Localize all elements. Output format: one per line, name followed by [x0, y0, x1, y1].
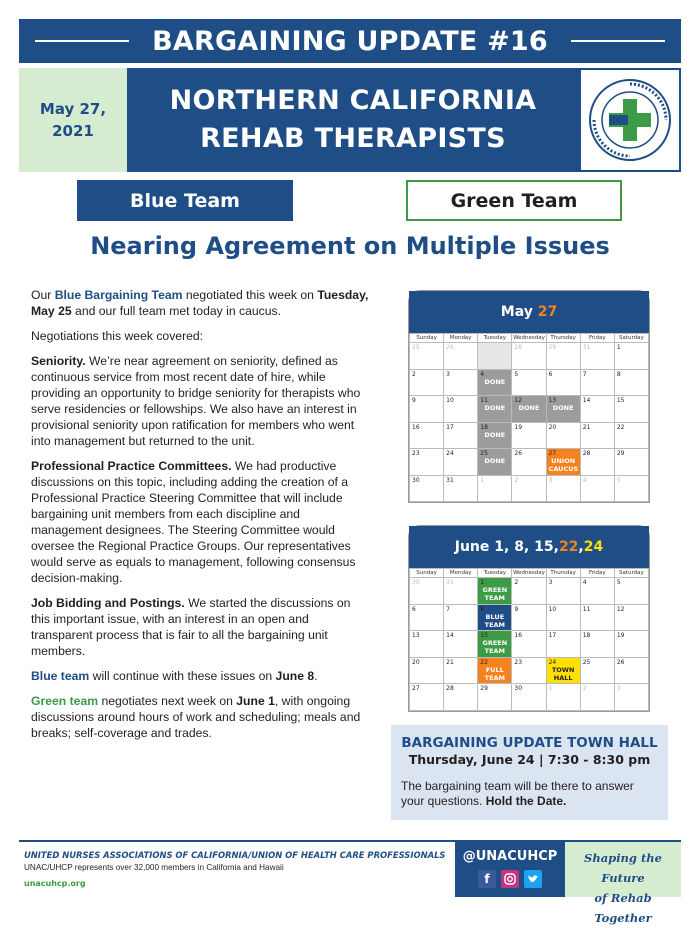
calendar-day — [410, 369, 444, 396]
calendar-day — [410, 422, 444, 449]
day-number: 28 — [514, 344, 523, 351]
headline: Nearing Agreement on Multiple Issues — [90, 232, 610, 260]
weekday-thursday: Thursday — [546, 334, 580, 343]
calendar-day — [614, 422, 648, 449]
day-number: 6 — [412, 605, 416, 613]
day-number: 9 — [514, 605, 519, 613]
day-number: 10 — [548, 605, 557, 613]
day-number: 25 — [480, 450, 488, 457]
day-number: 11 — [480, 397, 488, 404]
town-hall-when: Thursday, June 24 | 7:30 - 8:30 pm — [408, 752, 651, 767]
calendar-day — [580, 684, 614, 711]
footer-org: UNITED NURSES ASSOCIATIONS OF CALIFORNIA/UNION OF HEALTH CARE PROFESSIONALS — [24, 850, 446, 860]
event-tag: DONE — [552, 404, 574, 412]
day-number: 3 — [548, 579, 553, 586]
calendar-day — [410, 578, 444, 605]
event-tag: DONE — [484, 457, 506, 465]
calendar-day — [444, 657, 478, 684]
day-number: 28 — [446, 685, 454, 692]
para-job-bidding: Job Bidding and Postings. We started the discussions on this important issue, with an interest in an open and transparent process that is fair to all the bargaining unit members. — [31, 596, 351, 658]
weekday-wednesday: Wednesday — [513, 335, 545, 341]
calendar-day — [512, 369, 546, 396]
day-number: 31 — [446, 476, 454, 484]
day-number: 27 — [548, 450, 557, 457]
calendar-day — [512, 422, 546, 449]
day-number: 13 — [548, 397, 557, 404]
day-number: 15 — [616, 397, 625, 404]
calendar-day — [546, 369, 580, 396]
day-number: 29 — [548, 344, 557, 351]
calendar-day — [478, 684, 512, 711]
day-number: 18 — [582, 632, 591, 639]
day-number: 26 — [616, 658, 625, 666]
day-number: 21 — [582, 423, 591, 431]
day-number: 1 — [616, 344, 621, 351]
calendar-day — [614, 343, 648, 370]
calendar-day — [478, 396, 512, 423]
calendar-day — [614, 657, 648, 684]
day-number: 14 — [446, 632, 454, 639]
day-number: 25 — [582, 658, 591, 666]
unac-seal-icon — [587, 77, 673, 163]
event-tag: DONE — [484, 430, 506, 439]
calendar-day — [444, 422, 478, 449]
calendar-day — [614, 449, 648, 476]
blue-team-label: Blue Team — [77, 180, 293, 221]
day-number: 23 — [412, 450, 420, 457]
weekday-friday: Friday — [580, 569, 614, 578]
day-number: 4 — [582, 476, 587, 484]
calendar-day — [512, 343, 546, 370]
calendar-day — [512, 396, 546, 423]
day-number: 20 — [548, 423, 557, 431]
day-number: 29 — [480, 685, 488, 692]
day-number: 24 — [446, 450, 454, 457]
calendar-day — [410, 475, 444, 502]
weekday-saturday: Saturday — [614, 334, 648, 343]
calendar-day — [410, 684, 444, 711]
day-number: 7 — [446, 605, 450, 613]
day-number: 23 — [514, 658, 523, 666]
calendar-day — [580, 578, 614, 605]
calendar-day — [512, 475, 546, 502]
calendar-day — [512, 604, 546, 631]
weekday-wednesday: Wednesday — [513, 570, 545, 576]
day-number: 3 — [548, 476, 553, 484]
unac-logo — [579, 68, 681, 172]
calendar-day — [410, 343, 444, 370]
calendar-day — [546, 422, 580, 449]
day-number: 4 — [582, 579, 587, 586]
calendar-june — [408, 525, 650, 712]
day-number: 27 — [412, 685, 420, 692]
calendar-day — [478, 369, 512, 396]
article-body — [31, 287, 369, 750]
calendar-day — [614, 578, 648, 605]
day-number: 2 — [582, 685, 587, 692]
day-number: 22 — [616, 423, 625, 431]
town-hall-box — [391, 725, 668, 820]
event-tag: DONE — [484, 404, 506, 412]
weekday-saturday: Saturday — [614, 569, 648, 578]
calendar-day — [614, 396, 648, 423]
calendar-day — [444, 631, 478, 658]
title-box — [127, 68, 579, 172]
calendar-may-title: May 27 — [409, 291, 649, 333]
day-number: 12 — [514, 397, 523, 404]
day-number: 2 — [514, 476, 519, 484]
banner-rule-left — [35, 40, 129, 42]
footer-tagline-2: of Rehab Together — [594, 891, 652, 925]
day-number: 13 — [412, 632, 420, 639]
day-number: 8 — [480, 605, 485, 613]
calendar-day — [478, 449, 512, 476]
calendar-june-title: June 1, 8, 15, 22 , 24 — [409, 526, 649, 568]
footer — [19, 840, 681, 925]
day-number: 2 — [412, 370, 416, 378]
calendar-day — [546, 631, 580, 658]
calendar-day — [546, 343, 580, 370]
calendar-day — [580, 449, 614, 476]
calendar-day — [478, 631, 512, 658]
town-hall-desc: The bargaining team will be there to answer your questions. Hold the Date. — [401, 779, 634, 808]
day-number: 2 — [514, 579, 519, 586]
green-team-label: Green Team — [406, 180, 622, 221]
footer-members: UNAC/UHCP represents over 32,000 members in California and Hawaii — [24, 863, 284, 872]
day-number: 20 — [412, 658, 420, 666]
day-number: 3 — [446, 370, 450, 378]
day-number: 30 — [412, 476, 420, 484]
title-line-2: REHAB THERAPISTS — [200, 123, 506, 154]
banner-rule-right — [571, 40, 665, 42]
day-number: 16 — [514, 632, 523, 639]
facebook-icon[interactable]: f — [478, 870, 496, 888]
calendar-may-grid — [409, 333, 649, 502]
day-number: 30 — [412, 579, 420, 586]
calendar-day — [410, 631, 444, 658]
weekday-thursday: Thursday — [546, 569, 580, 578]
calendar-day — [614, 684, 648, 711]
day-number: 10 — [446, 397, 454, 404]
calendar-day — [478, 422, 512, 449]
calendar-day — [410, 604, 444, 631]
weekday-tuesday: Tuesday — [478, 569, 512, 578]
day-number: 5 — [616, 579, 621, 586]
top-banner — [19, 19, 681, 63]
calendar-day — [512, 684, 546, 711]
day-number: 19 — [514, 423, 523, 431]
para-intro: Our Blue Bargaining Team negotiated this week on Tuesday, May 25 and our full team met today in caucus. — [31, 288, 369, 318]
day-number: 5 — [616, 476, 621, 484]
calendar-day — [478, 475, 512, 502]
calendar-day — [614, 475, 648, 502]
day-number: 7 — [582, 370, 587, 378]
calendar-day — [444, 369, 478, 396]
calendar-day — [512, 657, 546, 684]
event-tag: FULL TEAM — [484, 665, 506, 682]
event-tag: DONE — [518, 404, 540, 412]
calendar-day — [580, 657, 614, 684]
calendar-day — [546, 396, 580, 423]
footer-tagline — [565, 842, 681, 925]
day-number: 19 — [616, 632, 625, 639]
social-box — [455, 842, 565, 897]
day-number: 6 — [548, 370, 553, 378]
calendar-day — [546, 604, 580, 631]
weekday-sunday: Sunday — [410, 334, 444, 343]
day-number: 17 — [548, 632, 557, 639]
para-committees: Professional Practice Committees. We had productive discussions on this topic, including adding the creation of a Professional Practice Steering Committee that will include bargaining unit members from each discipline and management designees. The Steering Committee would oversee the Regional Practice Groups. Our representatives would serve as equals to management, following consensus decision-making. — [31, 459, 356, 585]
calendar-day — [444, 684, 478, 711]
event-tag: BLUE TEAM — [484, 612, 506, 629]
calendar-day — [444, 396, 478, 423]
weekday-monday: Monday — [444, 569, 478, 578]
event-tag: TOWN HALL — [551, 665, 575, 682]
calendar-day — [580, 631, 614, 658]
issue-date: May 27, 2021 — [39, 100, 107, 140]
day-number: 17 — [446, 423, 454, 431]
calendar-may — [408, 290, 650, 503]
event-tag: GREEN TEAM — [482, 586, 508, 602]
day-number: 4 — [480, 370, 485, 378]
day-number: 18 — [480, 423, 488, 431]
calendar-day — [512, 578, 546, 605]
calendar-day — [614, 631, 648, 658]
calendar-day — [546, 475, 580, 502]
day-number: 9 — [412, 397, 416, 404]
para-seniority: Seniority. We’re near agreement on seniority, defined as continuous service from most recent date of hire, while providing an opportunity to bridge seniority for therapists who serve residencies or fellowships. We also have an interest in provisional seniority upon ratification for members who went into management but returned to the unit. — [31, 354, 361, 448]
day-number: 15 — [480, 632, 488, 639]
calendar-day — [614, 604, 648, 631]
day-number: 5 — [514, 370, 519, 378]
header — [19, 68, 681, 172]
day-number: 25 — [412, 344, 420, 351]
calendar-day — [546, 657, 580, 684]
day-number: 1 — [480, 476, 485, 484]
calendar-day — [580, 604, 614, 631]
day-number: 29 — [616, 450, 625, 457]
weekday-monday: Monday — [444, 334, 478, 343]
footer-url[interactable]: unacuhcp.org — [24, 879, 86, 888]
banner-title: BARGAINING UPDATE #16 — [152, 25, 548, 57]
day-number: 3 — [616, 685, 621, 692]
day-number: 8 — [616, 370, 621, 378]
calendar-day — [478, 343, 512, 370]
instagram-icon[interactable] — [501, 870, 519, 888]
weekday-friday: Friday — [580, 334, 614, 343]
para-blue-team: Blue team will continue with these issues on June 8. — [31, 669, 318, 683]
day-number — [480, 344, 509, 351]
day-number: 24 — [548, 658, 557, 666]
calendar-day — [444, 343, 478, 370]
date-box — [19, 68, 127, 172]
calendar-day — [444, 475, 478, 502]
calendar-day — [546, 449, 580, 476]
twitter-icon[interactable] — [524, 870, 542, 888]
calendar-day — [410, 657, 444, 684]
calendar-june-grid — [409, 568, 649, 711]
para-covered: Negotiations this week covered: — [31, 329, 204, 343]
day-number: 11 — [582, 605, 591, 613]
calendar-day — [512, 449, 546, 476]
calendar-day — [410, 449, 444, 476]
day-number: 14 — [582, 397, 591, 404]
event-tag: DONE — [484, 377, 506, 386]
day-number: 30 — [514, 685, 523, 692]
calendar-day — [444, 604, 478, 631]
day-number: 26 — [446, 344, 454, 351]
footer-tagline-1: Shaping the Future — [584, 851, 662, 885]
para-green-team: Green team negotiates next week on June 1, with ongoing discussions around hours of work and scheduling; meals and breaks; self-coverage and trades. — [31, 694, 361, 740]
calendar-day — [614, 369, 648, 396]
event-tag: UNION CAUCUS — [548, 457, 579, 473]
calendar-day — [444, 578, 478, 605]
weekday-tuesday: Tuesday — [478, 334, 512, 343]
day-number: 12 — [616, 605, 625, 613]
social-handle: @UNACUHCP — [462, 849, 558, 864]
day-number: 1 — [548, 685, 553, 692]
calendar-day — [580, 369, 614, 396]
calendar-day — [580, 396, 614, 423]
day-number: 22 — [480, 658, 488, 666]
day-number: 1 — [480, 579, 485, 586]
calendar-day — [478, 578, 512, 605]
day-number: 21 — [446, 658, 454, 666]
day-number: 28 — [582, 450, 591, 457]
calendar-day — [478, 604, 512, 631]
weekday-sunday: Sunday — [410, 569, 444, 578]
event-tag: GREEN TEAM — [482, 639, 508, 655]
calendar-day — [546, 578, 580, 605]
title-line-1: NORTHERN CALIFORNIA — [169, 85, 537, 116]
day-number: 31 — [446, 579, 454, 586]
calendar-day — [546, 684, 580, 711]
calendar-day — [580, 422, 614, 449]
calendar-day — [478, 657, 512, 684]
calendar-day — [580, 343, 614, 370]
calendar-day — [410, 396, 444, 423]
calendar-day — [512, 631, 546, 658]
day-number: 16 — [412, 423, 420, 431]
day-number: 26 — [514, 450, 523, 457]
calendar-day — [580, 475, 614, 502]
day-number: 31 — [582, 344, 591, 351]
calendar-day — [444, 449, 478, 476]
town-hall-title: BARGAINING UPDATE TOWN HALL — [401, 735, 658, 751]
